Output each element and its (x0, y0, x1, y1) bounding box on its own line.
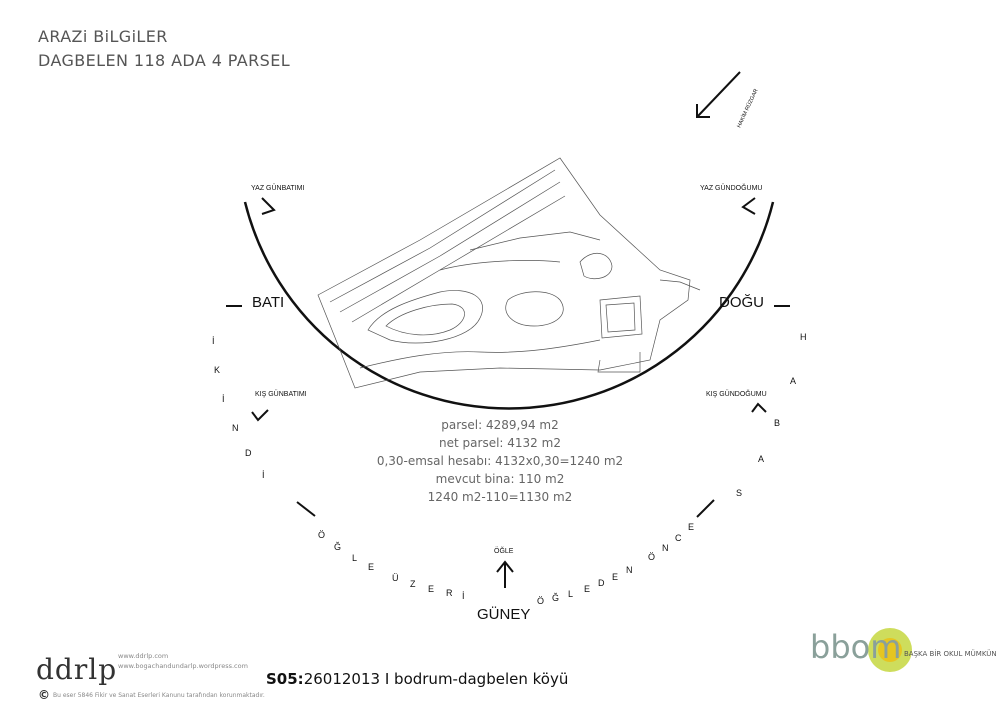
arc-letter: N (662, 543, 669, 553)
arc-letter: E (368, 562, 375, 572)
arc-letter: N (232, 423, 239, 433)
sheet-code (266, 670, 568, 688)
info-mevcut-bina: mevcut bina: 110 m2 (435, 472, 565, 486)
wind-label: HAKİM RÜZGAR (736, 88, 760, 129)
ddrlp-logo: ddrlp (36, 653, 118, 686)
sun-arc (245, 202, 773, 409)
summer-sunrise-arrow-icon (743, 198, 755, 214)
footer-link-1[interactable]: www.ddrlp.com (118, 652, 169, 660)
arc-letter: İ (212, 336, 215, 346)
arc-letter: Ğ (334, 542, 342, 552)
arc-letter: E (428, 584, 435, 594)
wind-arrow-icon (697, 72, 740, 117)
summer-sunset-label: YAZ GÜNBATIMI (251, 185, 305, 192)
arc-letter: A (758, 454, 765, 464)
sheet-prefix: S05: (266, 670, 304, 688)
arc-letter: E (584, 584, 591, 594)
winter-sunrise-arrow-icon (752, 404, 766, 412)
winter-sunrise-label: KIŞ GÜNDOĞUMU (706, 391, 767, 398)
bbom-tagline: BAŞKA BİR OKUL MÜMKÜN (904, 650, 997, 658)
noon-label: ÖĞLE (494, 548, 514, 555)
arc-letter: N (626, 565, 633, 575)
arc-letter: E (688, 522, 695, 532)
arc-letter: S (736, 488, 743, 498)
summer-sunrise-label: YAZ GÜNDOĞUMU (700, 185, 763, 192)
arc-letter: E (612, 572, 619, 582)
arc-letter: R (446, 588, 453, 598)
arc-letter: K (214, 365, 221, 375)
east-label: DOĞU (719, 294, 764, 311)
info-net-parsel: net parsel: 4132 m2 (439, 436, 561, 450)
sheet-separator: I (384, 670, 390, 688)
west-label: BATI (252, 294, 285, 311)
info-result: 1240 m2-110=1130 m2 (427, 490, 573, 504)
arc-letter: Ö (537, 596, 545, 606)
sheet-date: 26012013 (303, 670, 381, 688)
site-plan-drawing (318, 158, 700, 388)
copyright-icon: © (38, 688, 50, 702)
copyright-note: Bu eser 5846 Fikir ve Sanat Eserleri Kanunu tarafından korunmaktadır. (53, 692, 265, 699)
bbom-brand: bbom (810, 628, 902, 666)
arc-letter: İ (462, 591, 465, 601)
page-subtitle: DAGBELEN 118 ADA 4 PARSEL (38, 51, 291, 70)
arc-letter: A (790, 376, 797, 386)
arc-letter: Ö (648, 552, 656, 562)
summer-sunset-arrow-icon (262, 198, 274, 214)
winter-sunset-label: KIŞ GÜNBATIMI (255, 391, 307, 398)
arc-letter: D (598, 578, 605, 588)
arc-letter: Ğ (552, 593, 560, 603)
arc-letter: Z (410, 579, 416, 589)
info-parsel: parsel: 4289,94 m2 (441, 418, 559, 432)
arc-letter: B (774, 418, 781, 428)
footer-link-2[interactable]: www.bogachandundarlp.wordpress.com (118, 662, 248, 670)
winter-sunset-arrow-icon (252, 410, 268, 420)
arc-letter: İ (222, 394, 225, 404)
sheet-place: bodrum-dagbelen köyü (394, 670, 569, 688)
info-emsal: 0,30-emsal hesabı: 4132x0,30=1240 m2 (376, 454, 624, 468)
arc-letter: Ü (392, 573, 399, 583)
page-title: ARAZi BiLGiLER (38, 27, 168, 46)
arc-letter: L (568, 589, 574, 599)
arc-letter: Ö (318, 530, 326, 540)
arc-letter: İ (262, 470, 265, 480)
south-label: GÜNEY (477, 606, 531, 623)
arc-letter: H (800, 332, 807, 342)
arc-letter: C (675, 533, 682, 543)
noon-arrow-icon (497, 562, 513, 588)
arc-letter: L (352, 553, 358, 563)
arc-letter: D (245, 448, 252, 458)
